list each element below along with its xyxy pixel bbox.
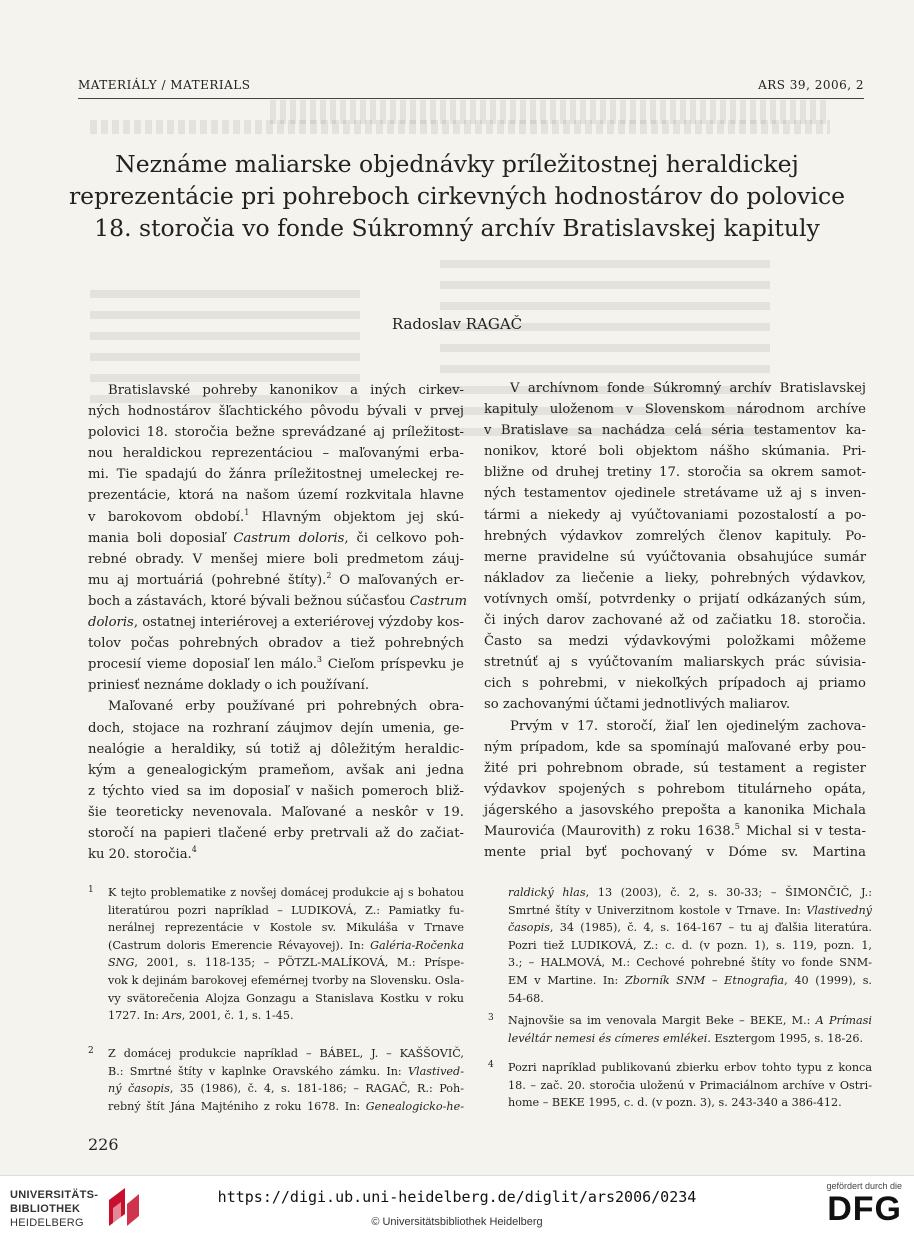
title-line: 18. storočia vo fonde Súkromný archív Bratislavskej kapituly bbox=[94, 214, 820, 242]
footnote-number: 4 bbox=[488, 1060, 494, 1070]
text-line: ným prípadom, kde sa spomínajú maľované erby pou- bbox=[484, 739, 866, 755]
footnote-ref: 5 bbox=[734, 821, 740, 831]
running-header-citation: ARS 39, 2006, 2 bbox=[758, 78, 864, 92]
footnote-line: 1727. In: Ars, 2001, č. 1, s. 1-45. bbox=[108, 1009, 294, 1023]
text-line: mente prial byť pochovaný v Dóme sv. Martina bbox=[484, 845, 866, 861]
footnote-ref: 2 bbox=[326, 570, 332, 580]
footnote-line: 18. – zač. 20. storočia uloženú v Primaciálnom archíve v Ostri- bbox=[508, 1078, 872, 1092]
footnote-line: EM v Martine. In: Zborník SNM – Etnografia, 40 (1999), s. bbox=[508, 973, 872, 987]
title-line: Neznáme maliarske objednávky príležitostnej heraldickej bbox=[115, 150, 799, 178]
text-line: nákladov za liečenie a lieky, pohrebných výdavkov, bbox=[484, 570, 866, 586]
header-rule bbox=[78, 98, 864, 99]
footnote-ref: 4 bbox=[191, 845, 197, 855]
text-line: nealógie a heraldiky, sú totiž aj dôležitým heraldic- bbox=[88, 741, 464, 757]
text-line: prezentácie, ktorá na našom území rozkvitala hlavne bbox=[88, 488, 464, 504]
text-line: kým a genealogickým prameňom, avšak ani jedna bbox=[88, 762, 464, 778]
author-name: Radoslav RAGAČ bbox=[391, 315, 523, 333]
footnote-4 bbox=[488, 1059, 872, 1112]
permalink-url[interactable]: https://digi.ub.uni-heidelberg.de/diglit/ars2006/0234 bbox=[217, 1188, 697, 1206]
text-line: jágerského a jasovského prepošta a kanonika Michala bbox=[484, 802, 866, 818]
text-line: Maurovića (Maurovith) z roku 1638.$^5$ Michal si v testa- bbox=[484, 821, 866, 839]
footnote-ref: 1 bbox=[244, 507, 250, 517]
footnote-line: vy svätorečenia Alojza Gonzagu a Stanislava Kostku v roku bbox=[108, 991, 464, 1005]
footnote-line: literatúrou pozri napríklad – LUDIKOVÁ, Z.: Pamiatky fu- bbox=[108, 903, 464, 917]
footnote-line: 3.; – HALMOVÁ, M.: Cechové pohrebné štíty vo fonde SNM- bbox=[508, 956, 872, 970]
text-line: merne pravidelne sú vyúčtovania obsahujúce sumár bbox=[484, 549, 866, 565]
footnote-line: B.: Smrtné štíty v kaplnke Oravského zámku. In: Vlastived- bbox=[108, 1064, 464, 1078]
footnote-line: Pozri tiež LUDIKOVÁ, Z.: c. d. (v pozn. 1), s. 119, pozn. 1, bbox=[508, 938, 872, 952]
text-line: v Bratislave sa nachádza celá séria testamentov ka- bbox=[484, 423, 866, 439]
text-line: z týchto vied sa im doposiaľ v našich pomeroch bliž- bbox=[88, 783, 464, 799]
footnote-2-continued bbox=[508, 884, 872, 1007]
text-line: boch a zástavách, ktoré bývali bežnou súčasťou Castrum bbox=[88, 593, 468, 609]
dfg-logo[interactable] bbox=[806, 1181, 902, 1231]
footnote-line: raldický hlas, 13 (2003), č. 2, s. 30-33; – ŠIMONČIČ, J.: bbox=[508, 886, 873, 899]
footnote-line: rebný štít Jána Majténiho z roku 1678. In: Genealogicko-he- bbox=[108, 1099, 464, 1113]
title-line: reprezentácie pri pohreboch cirkevných hodnostárov do polovice bbox=[68, 182, 846, 210]
text-line: ných testamentov ojedinele stretávame už aj s inven- bbox=[484, 486, 866, 502]
footnote-line: časopis, 34 (1985), č. 4, s. 164-167 – tu aj ďalšia literatúra. bbox=[508, 921, 872, 935]
footnote-line: ný časopis, 35 (1986), č. 4, s. 181-186; – RAGAČ, R.: Poh- bbox=[108, 1082, 464, 1096]
text-line: či iných darov zachované až od začiatku 18. storočia. bbox=[484, 613, 866, 629]
text-line: storočí na papieri tlačené erby pretrvali až do začiat- bbox=[88, 825, 464, 841]
funder-caption: gefördert durch die bbox=[826, 1181, 902, 1191]
digital-library-footer bbox=[0, 1175, 914, 1240]
text-line: so zachovanými účtami jednotlivých maliarov. bbox=[484, 697, 791, 713]
text-line: nonikov, ktoré boli objektom nášho skúmania. Pri- bbox=[484, 444, 866, 460]
footnote-number: 1 bbox=[88, 885, 94, 895]
running-header-section: MATERIÁLY / MATERIALS bbox=[78, 78, 251, 92]
text-line: priniesť neznáme doklady o ich používaní. bbox=[88, 678, 370, 694]
footnote-2 bbox=[88, 1045, 464, 1115]
footnote-number: 2 bbox=[88, 1046, 94, 1056]
text-line: tolov počas pohrebných obradov a tiež pohrebných bbox=[88, 636, 464, 652]
footnote-line: home – BEKE 1995, c. d. (v pozn. 3), s. 243-340 a 386-412. bbox=[508, 1096, 842, 1110]
footnote-line: Smrtné štíty v Univerzitnom kostole v Trnave. In: Vlastivedný bbox=[508, 903, 872, 917]
text-line: votívnych omší, potvrdenky o prijatí odkázaných súm, bbox=[484, 591, 866, 607]
footnote-line: K tejto problematike z novšej domácej produkcie aj s bohatou bbox=[108, 886, 464, 899]
text-line: doloris, ostatnej interiérovej a exteriérovej výzdoby kos- bbox=[88, 615, 464, 631]
text-line: Bratislavské pohreby kanonikov a iných cirkev- bbox=[108, 383, 464, 398]
footnote-ref: 3 bbox=[316, 655, 322, 665]
body-column-left bbox=[88, 380, 468, 865]
text-line: kapituly uloženom v Slovenskom národnom archíve bbox=[484, 402, 866, 418]
text-line: mu aj mortuáriá (pohrebné štíty).$^2$ O maľovaných er- bbox=[88, 570, 464, 588]
text-line: polovici 18. storočia bežne sprevádzané aj príležitost- bbox=[88, 425, 464, 441]
text-line: ku 20. storočia.$^4$ bbox=[88, 845, 197, 863]
text-line: cich s pohrebmi, v niekoľkých prípadoch aj priamo bbox=[484, 676, 866, 692]
text-line: Maľované erby používané pri pohrebných obra- bbox=[108, 699, 464, 715]
text-line: Často sa medzi výdavkovými položkami môžeme bbox=[484, 634, 866, 650]
text-line: nou heraldickou reprezentáciou – maľovanými erba- bbox=[88, 446, 464, 462]
text-line: hrebných výdavkov zomrelých členov kapituly. Po- bbox=[484, 528, 866, 544]
text-line: šie teoreticky nevenovala. Maľované a neskôr v 19. bbox=[88, 804, 464, 820]
text-line: procesií vieme doposiaľ len málo.$^3$ Cieľom príspevku je bbox=[88, 655, 464, 673]
footnote-line: Z domácej produkcie napríklad – BÁBEL, J. – KAŠŠOVIČ, bbox=[108, 1047, 464, 1060]
footnote-line: nerálnej reprezentácie v Kostole sv. Mikuláša v Trnave bbox=[108, 921, 464, 935]
text-line: tármi a niekedy aj vyúčtovaniami pozostalostí a po- bbox=[484, 507, 866, 523]
text-line: rebné obrady. V menšej miere boli predmetom záuj- bbox=[88, 551, 464, 567]
footnote-line: Najnovšie sa im venovala Margit Beke – BEKE, M.: A Prímasi bbox=[508, 1014, 872, 1027]
text-line: výdavkov spojených s pohrebom titulárneho opáta, bbox=[484, 781, 866, 797]
footnote-line: Pozri napríklad publikovanú zbierku erbov tohto typu z konca bbox=[508, 1061, 872, 1074]
text-line: V archívnom fonde Súkromný archív Bratislavskej bbox=[510, 381, 866, 396]
text-line: v barokovom období.$^1$ Hlavným objektom jej skú- bbox=[88, 507, 464, 525]
text-line: bližne od druhej tretiny 17. storočia sa okrem samot- bbox=[484, 465, 866, 481]
text-line: stretnúť aj s vyúčtovaním maliarskych prác súvisia- bbox=[484, 655, 866, 671]
library-name: UNIVERSITÄTS- BIBLIOTHEK HEIDELBERG bbox=[10, 1189, 99, 1229]
footnote-line: SNG, 2001, s. 118-135; – PÖTZL-MALÍKOVÁ, M.: Príspe- bbox=[108, 956, 464, 970]
footnote-3 bbox=[488, 1012, 872, 1047]
footnote-line: (Castrum doloris Emerencie Révayovej). In: Galéria-Ročenka bbox=[108, 938, 464, 952]
text-line: ných hodnostárov šľachtického pôvodu bývali v prvej bbox=[88, 404, 464, 420]
text-line: mania boli doposiaľ Castrum doloris, či celkovo poh- bbox=[88, 530, 464, 546]
page-number: 226 bbox=[88, 1135, 119, 1154]
footnote-line: vok k dejinám barokovej efemérnej tvorby na Slovensku. Osla- bbox=[108, 973, 464, 987]
footnote-number: 3 bbox=[488, 1013, 494, 1023]
text-line: mi. Tie spadajú do žánra príležitostnej umeleckej re- bbox=[88, 467, 464, 483]
text-line: Prvým v 17. storočí, žiaľ len ojedinelým zachova- bbox=[510, 718, 866, 734]
footnote-line: 54-68. bbox=[508, 991, 544, 1005]
text-line: doch, stojace na rozhraní záujmov dejín umenia, ge- bbox=[88, 720, 464, 736]
article-title bbox=[40, 148, 874, 244]
footnote-1 bbox=[88, 884, 464, 1025]
copyright-notice: © Universitätsbibliothek Heidelberg bbox=[371, 1216, 543, 1228]
body-column-right bbox=[484, 378, 866, 863]
funder-name: DFG bbox=[827, 1190, 902, 1228]
text-line: žité pri pohrebnom obrade, sú testament a register bbox=[484, 760, 866, 776]
footnote-line: levéltár nemesi és címeres emlékei. Esztergom 1995, s. 18-26. bbox=[508, 1031, 864, 1045]
